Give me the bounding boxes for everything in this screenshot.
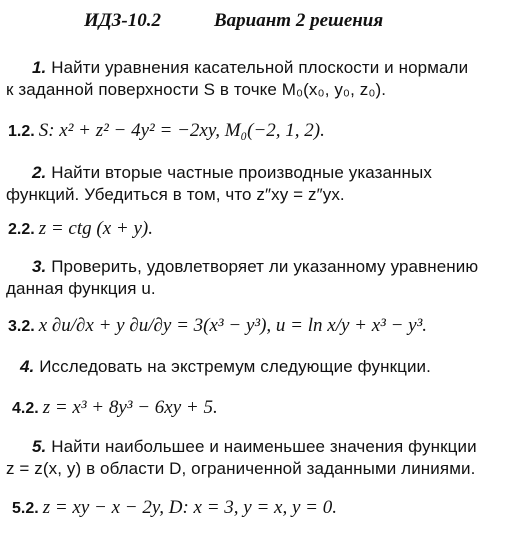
problem-2-2 — [8, 218, 153, 240]
problem-5-2-label: 5.2. — [12, 500, 39, 517]
task-4-line-1 — [20, 357, 431, 377]
variant-title: Вариант 2 решения — [214, 10, 384, 31]
task-2-text: Найти вторые частные производные указанных — [51, 163, 432, 182]
problem-3-2 — [8, 315, 427, 337]
task-3-number: 3. — [32, 257, 47, 276]
problem-2-2-formula: z = ctg (x + y). — [38, 218, 153, 239]
problem-4-2 — [12, 397, 218, 419]
task-3-line-1 — [32, 257, 478, 277]
task-1-text: Найти уравнения касательной плоскости и нормали — [51, 58, 469, 77]
doc-code: ИДЗ-10.2 — [84, 10, 162, 31]
problem-5-2-formula: z = xy − x − 2y, D: x = 3, y = x, y = 0. — [42, 497, 337, 518]
task-2-number: 2. — [32, 163, 47, 182]
problem-3-2-label: 3.2. — [8, 318, 35, 335]
task-4-number: 4. — [20, 357, 35, 376]
task-1-line-2: к заданной поверхности S в точке M₀(x₀, y₀, z₀). — [6, 80, 387, 99]
task-5-line-2: z = z(x, y) в области D, ограниченной заданными линиями. — [6, 459, 476, 478]
problem-3-2-formula: x ∂u/∂x + y ∂u/∂y = 3(x³ − y³), u = ln x/y + x³ − y³. — [38, 315, 428, 336]
task-2-line-1 — [32, 163, 432, 183]
task-1-line-1 — [32, 58, 468, 78]
problem-1-2-label: 1.2. — [8, 123, 35, 140]
problem-1-2-formula: S: x² + z² − 4y² = −2xy, M₀(−2, 1, 2). — [38, 120, 325, 141]
problem-1-2 — [8, 120, 325, 142]
problem-5-2 — [12, 497, 337, 519]
task-3-text: Проверить, удовлетворяет ли указанному уравнению — [51, 257, 479, 276]
task-5-number: 5. — [32, 437, 47, 456]
task-2-line-2: функций. Убедиться в том, что z″xy = z″yx. — [6, 185, 345, 204]
task-3-line-2: данная функция u. — [6, 279, 156, 298]
problem-2-2-label: 2.2. — [8, 221, 35, 238]
task-1-number: 1. — [32, 58, 47, 77]
task-5-line-1 — [32, 437, 477, 457]
task-5-text: Найти наибольшее и наименьшее значения функции — [51, 437, 477, 456]
task-4-text: Исследовать на экстремум следующие функции. — [39, 357, 431, 376]
problem-4-2-formula: z = x³ + 8y³ − 6xy + 5. — [42, 397, 218, 418]
problem-4-2-label: 4.2. — [12, 400, 39, 417]
